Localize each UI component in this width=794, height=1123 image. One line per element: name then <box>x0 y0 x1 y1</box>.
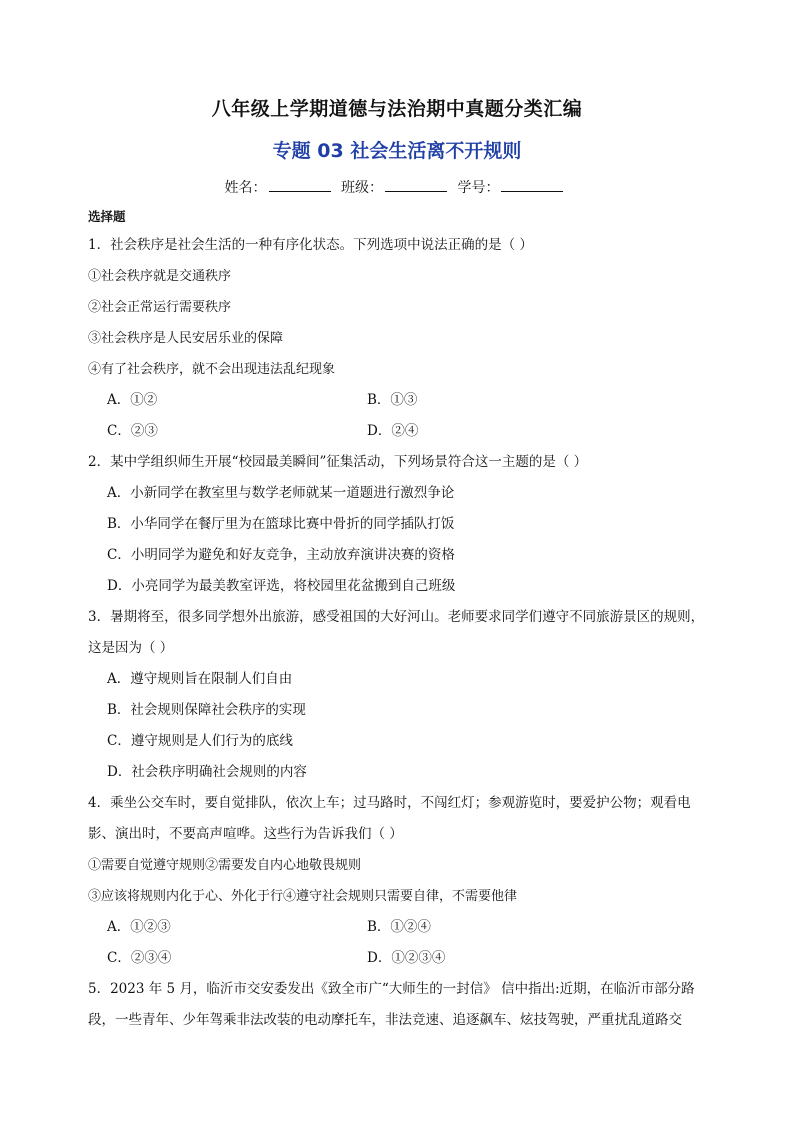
question-3-stem-line-1: 3．暑期将至，很多同学想外出旅游，感受祖国的大好河山。老师要求同学们遵守不同旅游景区的规则， <box>88 609 705 625</box>
question-4-statement-1: ①需要自觉遵守规则②需要发自内心地敬畏规则 <box>88 858 362 873</box>
section-heading: 选择题 <box>88 209 126 224</box>
document-title: 八年级上学期道德与法治期中真题分类汇编 <box>211 98 583 120</box>
question-1-option-a: A．①② <box>107 392 158 408</box>
question-3-option-d: D．社会秩序明确社会规则的内容 <box>107 764 307 780</box>
student-info-line <box>0 177 794 197</box>
question-1-option-c: C．②③ <box>107 423 158 439</box>
question-3-option-c: C．遵守规则是人们行为的底线 <box>107 733 293 749</box>
id-label: 学号： <box>457 180 500 196</box>
question-5-stem-line-2: 段，一些青年、少年驾乘非法改装的电动摩托车，非法竞速、追逐飙车、炫技驾驶，严重扰乱道路交 <box>88 1012 682 1028</box>
name-blank <box>269 179 331 192</box>
question-4-options-row-2 <box>88 943 710 974</box>
question-3-stem-line-2: 这是因为（ ） <box>88 640 174 656</box>
question-4-option-d: D．①②③④ <box>367 950 446 966</box>
question-1-stem: 1．社会秩序是社会生活的一种有序化状态。下列选项中说法正确的是（ ） <box>88 237 533 253</box>
question-4-stem-line-2: 影、演出时，不要高声喧哗。这些行为告诉我们（ ） <box>88 826 403 842</box>
question-1-option-b: B．①③ <box>367 392 418 408</box>
class-blank <box>385 179 447 192</box>
question-1-statement-2: ②社会正常运行需要秩序 <box>88 300 232 315</box>
document-subtitle: 专题 03 社会生活离不开规则 <box>272 140 522 162</box>
question-2-stem: 2．某中学组织师生开展“校园最美瞬间”征集活动，下列场景符合这一主题的是（ ） <box>88 454 588 470</box>
question-2-option-c: C．小明同学为避免和好友竞争，主动放弃演讲决赛的资格 <box>107 547 455 563</box>
question-4-options-row-1 <box>88 912 710 943</box>
name-label: 姓名： <box>224 180 267 196</box>
question-4-option-b: B．①②④ <box>367 919 431 935</box>
question-1-option-d: D．②④ <box>367 423 419 439</box>
question-5-stem-line-1: 5．2023 年 5 月，临沂市交安委发出《致全市广“大师生的一封信》 信中指出:近期，在临沂市部分路 <box>88 981 695 997</box>
question-4-option-a: A．①②③ <box>107 919 171 935</box>
class-label: 班级： <box>341 180 383 196</box>
question-3-option-b: B．社会规则保障社会秩序的实现 <box>107 702 306 718</box>
question-4-option-c: C．②③④ <box>107 950 172 966</box>
question-1-options-row-2 <box>88 416 710 447</box>
question-2-option-d: D．小亮同学为最美教室评选，将校园里花盆搬到自己班级 <box>107 578 456 594</box>
id-blank <box>501 179 563 192</box>
question-2-option-b: B．小华同学在餐厅里为在篮球比赛中骨折的同学插队打饭 <box>107 516 455 532</box>
question-2-option-a: A．小新同学在教室里与数学老师就某一道题进行激烈争论 <box>107 485 455 501</box>
question-1-statement-4: ④有了社会秩序，就不会出现违法乱纪现象 <box>88 362 336 377</box>
question-1-statement-1: ①社会秩序就是交通秩序 <box>88 269 232 284</box>
question-list <box>88 204 710 1036</box>
question-1-options-row-1 <box>88 385 710 416</box>
question-4-statement-2: ③应该将规则内化于心、外化于行④遵守社会规则只需要自律，不需要他律 <box>88 889 518 904</box>
question-1-statement-3: ③社会秩序是人民安居乐业的保障 <box>88 331 284 346</box>
question-3-option-a: A．遵守规则旨在限制人们自由 <box>107 671 293 687</box>
question-4-stem-line-1: 4．乘坐公交车时，要自觉排队，依次上车；过马路时，不闯红灯；参观游览时，要爱护公物；观看电 <box>88 795 691 811</box>
